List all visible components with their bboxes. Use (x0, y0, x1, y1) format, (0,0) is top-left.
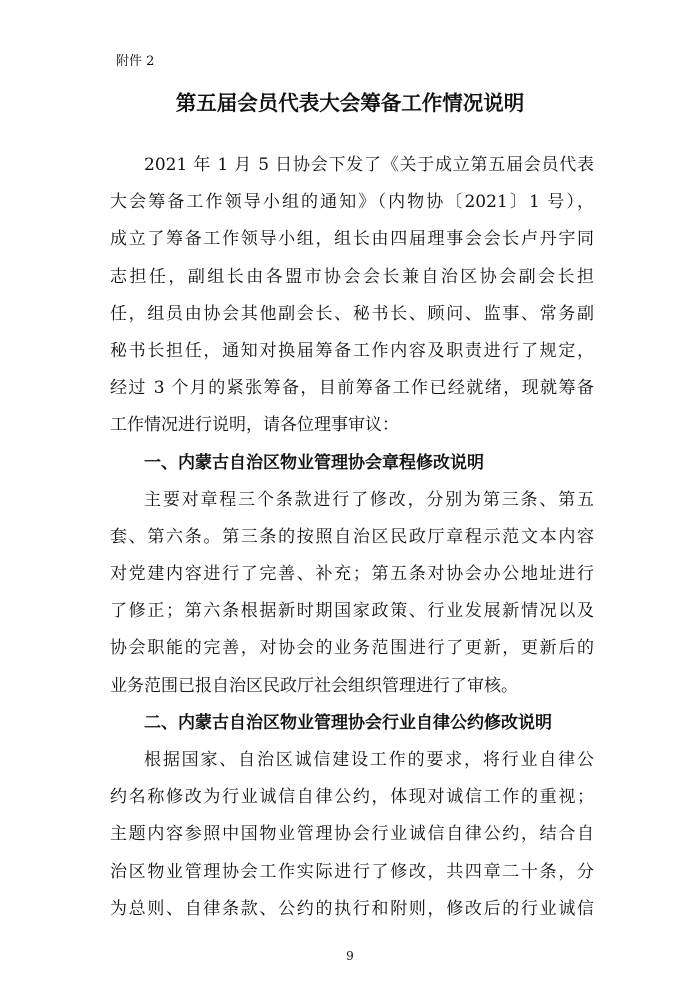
document-body (110, 147, 594, 928)
paragraph-line: 2021 年 1 月 5 日协会下发了《关于成立第五届会员代表 (144, 155, 594, 175)
attachment-label: 附件 2 (116, 54, 155, 69)
paragraph-line: 秘书长担任，通知对换届筹备工作内容及职责进行了规定， (110, 340, 594, 361)
paragraph-line: 对党建内容进行了完善、补充；第五条对协会办公地址进行 (110, 564, 594, 585)
intro-paragraph (110, 147, 594, 445)
paragraph-line: 根据国家、自治区诚信建设工作的要求，将行业自律公 (144, 750, 594, 770)
paragraph-line: 业务范围已报自治区民政厅社会组织管理进行了审核。 (110, 675, 518, 696)
paragraph-line: 治区物业管理协会工作实际进行了修改，共四章二十条，分 (110, 861, 594, 882)
paragraph-line: 主要对章程三个条款进行了修改，分别为第三条、第五 (144, 489, 594, 510)
paragraph-line: 套、第六条。第三条的按照自治区民政厅章程示范文本内容 (110, 526, 594, 547)
paragraph-line: 成立了筹备工作领导小组，组长由四届理事会会长卢丹宇同 (110, 229, 594, 250)
paragraph-line: 了修正；第六条根据新时期国家政策、行业发展新情况以及 (110, 601, 594, 622)
charter-paragraph (110, 482, 594, 705)
paragraph-line: 志担任，副组长由各盟市协会会长兼自治区协会副会长担 (110, 266, 594, 287)
paragraph-line: 为总则、自律条款、公约的执行和附则，修改后的行业诚信 (110, 898, 594, 919)
paragraph-line: 任，组员由协会其他副会长、秘书长、顾问、监事、常务副 (110, 303, 594, 324)
section-heading-convention: 二、内蒙古自治区物业管理协会行业自律公约修改说明 (144, 712, 552, 733)
page-number: 9 (346, 949, 354, 963)
paragraph-line: 大会筹备工作领导小组的通知》（内物协〔2021〕1 号）， (110, 192, 594, 213)
document-title: 第五届会员代表大会筹备工作情况说明 (175, 91, 525, 115)
paragraph-line: 工作情况进行说明，请各位理事审议： (110, 415, 399, 436)
paragraph-line: 主题内容参照中国物业管理协会行业诚信自律公约，结合自 (110, 824, 594, 845)
convention-paragraph (110, 742, 594, 928)
paragraph-line: 经过 3 个月的紧张筹备，目前筹备工作已经就绪，现就筹备 (110, 378, 594, 399)
paragraph-line: 约名称修改为行业诚信自律公约，体现对诚信工作的重视； (110, 787, 594, 808)
paragraph-line: 协会职能的完善，对协会的业务范围进行了更新，更新后的 (110, 638, 594, 659)
section-heading-charter: 一、内蒙古自治区物业管理协会章程修改说明 (144, 452, 484, 473)
